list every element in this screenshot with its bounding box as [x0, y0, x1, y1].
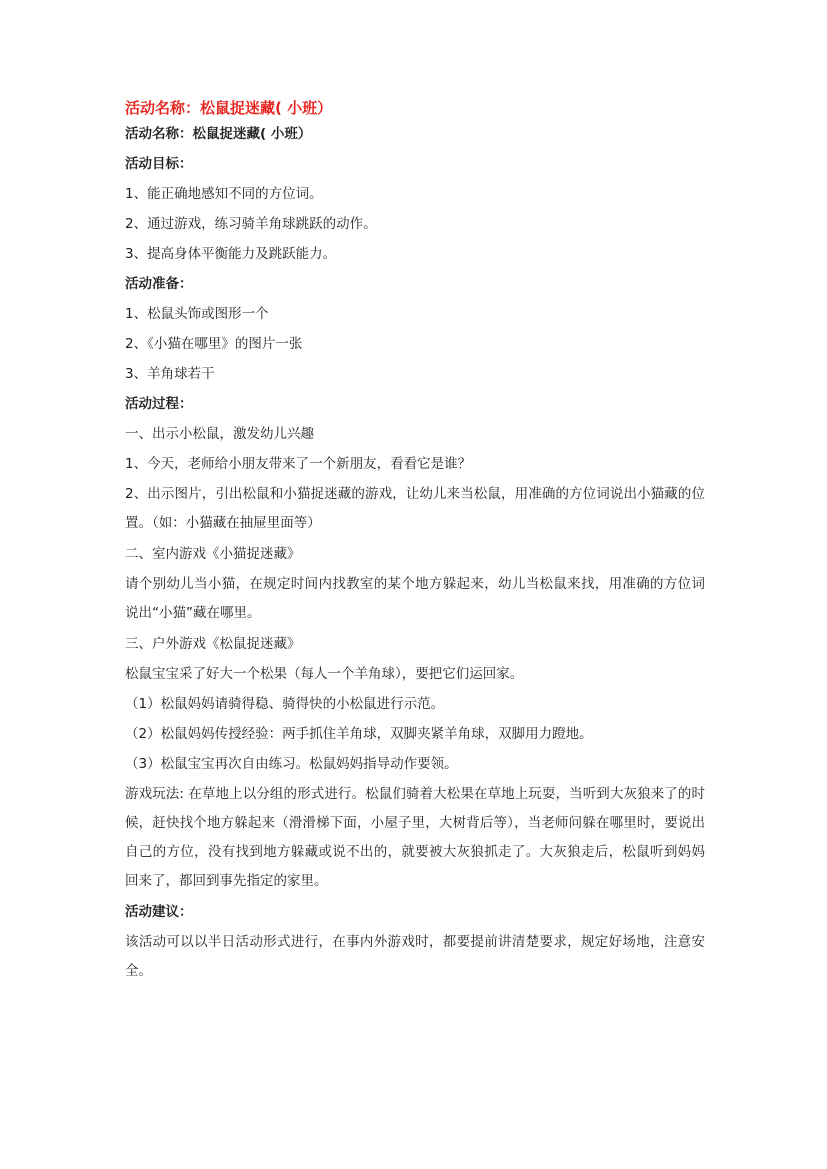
prep-heading: 活动准备： — [125, 276, 193, 292]
step-item: （3）松鼠宝宝再次自由练习。松鼠妈妈指导动作要领。 — [125, 756, 458, 772]
section-title: 三、户外游戏《松鼠捉迷藏》 — [125, 636, 301, 652]
section-title: 一、出示小松鼠，激发幼儿兴趣 — [125, 426, 314, 442]
section-item: 2、出示图片，引出松鼠和小猫捉迷藏的游戏，让幼儿来当松鼠，用准确的方位词说出小猫藏的位置。（如：小猫藏在抽屉里面等） — [125, 486, 705, 531]
section-item: 1、今天，老师给小朋友带来了一个新朋友，看看它是谁？ — [125, 456, 472, 472]
game-rules-paragraph: 游戏玩法: 在草地上以分组的形式进行。松鼠们骑着大松果在草地上玩耍，当听到大灰狼来了的时候，赶快找个地方躲起来（滑滑梯下面，小屋子里，大树背后等），当老师问躲在哪里时，要说出自己的方位，没有找到地方躲藏或说不出的，就要被大灰狼抓走了。大灰狼走后，松鼠听到妈妈回来了，都回到事先指定的家里。 — [125, 786, 705, 889]
document-title: 活动名称：松鼠捉迷藏( 小班） — [125, 99, 333, 117]
step-item: （1）松鼠妈妈请骑得稳、骑得快的小松鼠进行示范。 — [125, 696, 445, 712]
goal-item: 3、提高身体平衡能力及跳跃能力。 — [125, 246, 337, 262]
goals-heading: 活动目标： — [125, 156, 193, 172]
goal-item: 1、能正确地感知不同的方位词。 — [125, 186, 323, 202]
prep-item: 1、松鼠头饰或图形一个 — [125, 306, 269, 322]
section-title: 二、室内游戏《小猫捉迷藏》 — [125, 546, 301, 562]
activity-name: 活动名称：松鼠捉迷藏( 小班） — [125, 126, 312, 142]
process-heading: 活动过程： — [125, 396, 193, 412]
section-paragraph: 松鼠宝宝采了好大一个松果（每人一个羊角球），要把它们运回家。 — [125, 666, 524, 682]
suggest-paragraph: 该活动可以以半日活动形式进行，在事内外游戏时，都要提前讲清楚要求，规定好场地，注意安全。 — [125, 934, 705, 979]
document-page — [125, 98, 705, 992]
prep-item: 2、《小猫在哪里》的图片一张 — [125, 336, 303, 352]
step-item: （2）松鼠妈妈传授经验：两手抓住羊角球，双脚夹紧羊角球，双脚用力蹬地。 — [125, 726, 593, 742]
prep-item: 3、羊角球若干 — [125, 366, 215, 382]
suggest-heading: 活动建议： — [125, 904, 193, 920]
goal-item: 2、通过游戏，练习骑羊角球跳跃的动作。 — [125, 216, 377, 232]
section-paragraph: 请个别幼儿当小猫，在规定时间内找教室的某个地方躲起来，幼儿当松鼠来找，用准确的方位词说出“小猫”藏在哪里。 — [125, 576, 705, 621]
